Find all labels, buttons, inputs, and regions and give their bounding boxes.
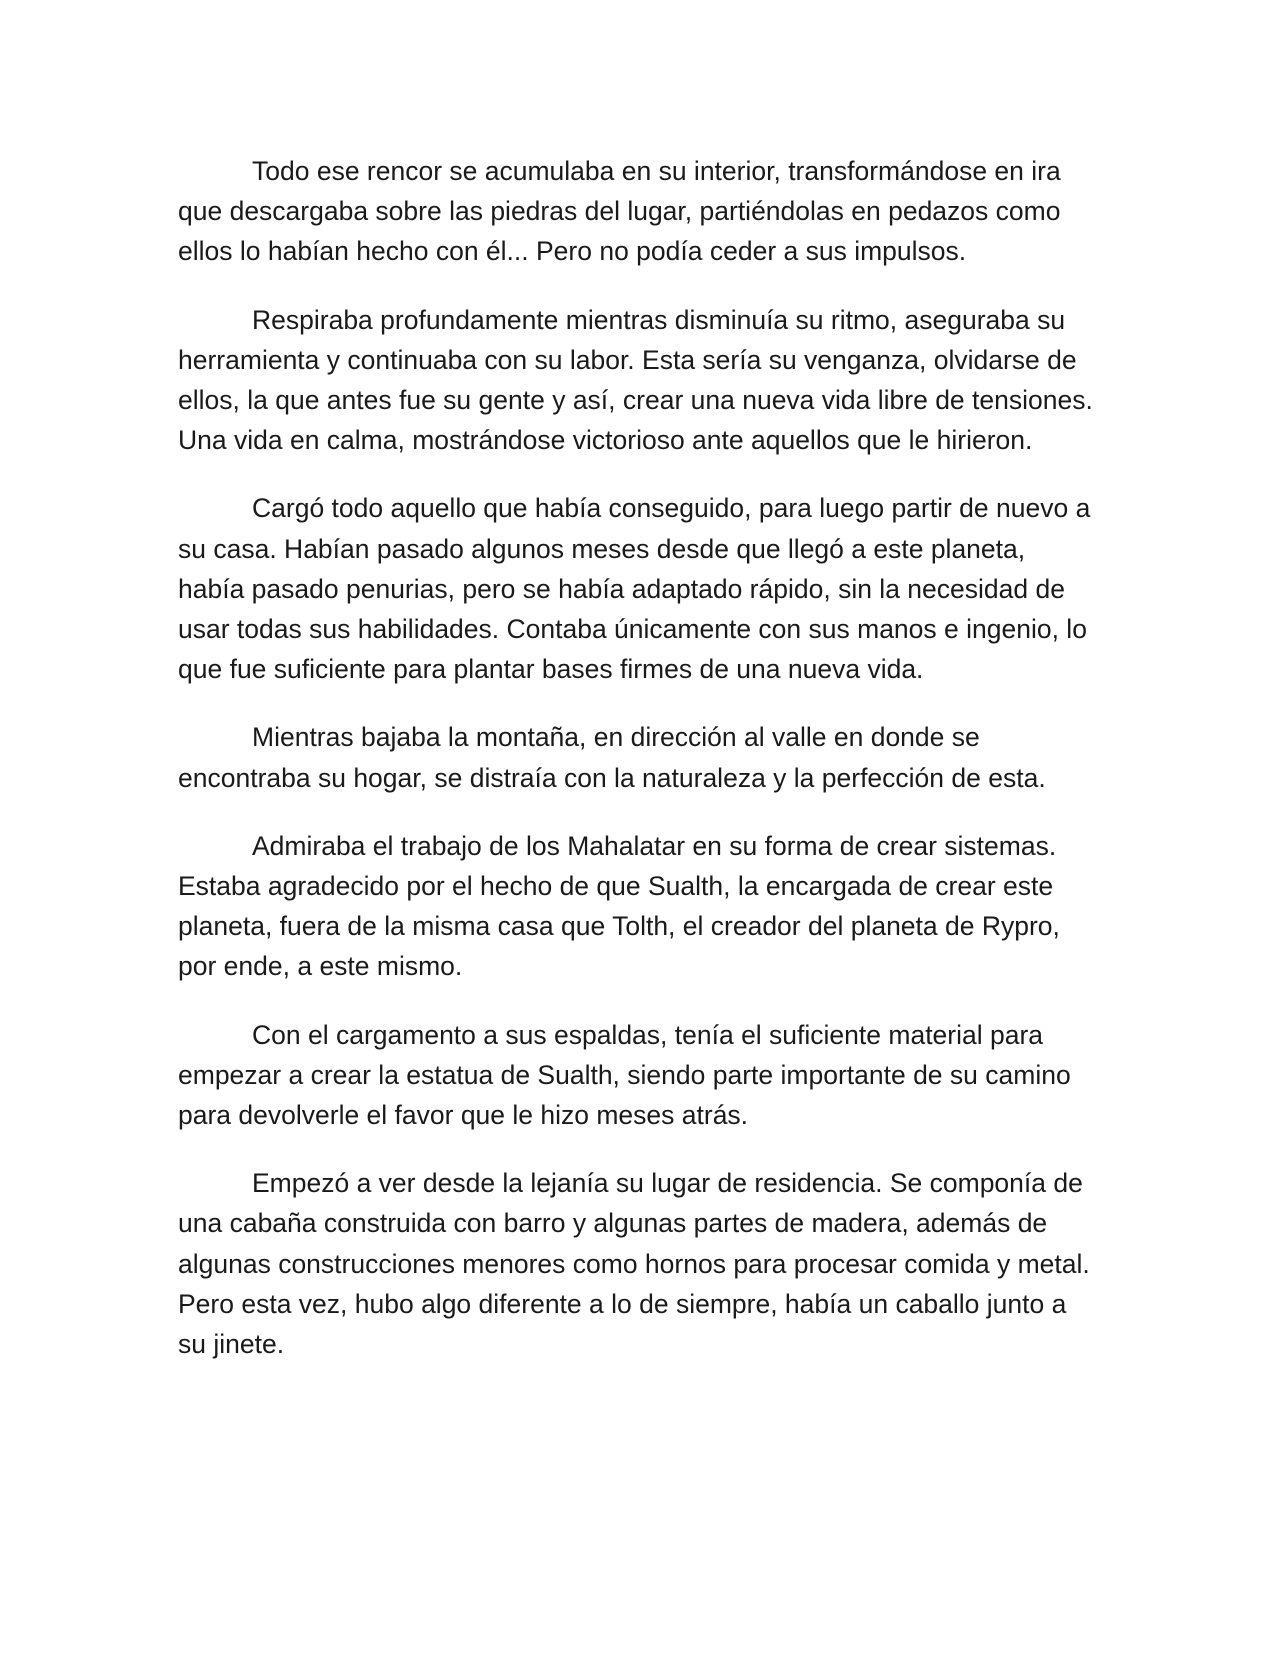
paragraph-7: Empezó a ver desde la lejanía su lugar de residencia. Se componía de una cabaña construida con barro y algunas partes de madera, además de algunas construcciones menores como hornos para procesar comida y metal. Pero esta vez, hubo algo diferente a lo de siempre, había un caballo junto a su jinete.	[178, 1168, 1090, 1360]
paragraph-6: Con el cargamento a sus espaldas, tenía el suficiente material para empezar a crear la estatua de Sualth, siendo parte importante de su camino para devolverle el favor que le hizo meses atrás.	[178, 1019, 1071, 1131]
document-body	[178, 151, 1098, 1392]
paragraph-2: Respiraba profundamente mientras disminuía su ritmo, aseguraba su herramienta y continuaba con su labor. Esta sería su venganza, olvidarse de ellos, la que antes fue su gente y así, crear una nueva vida libre de tensiones. Una vida en calma, mostrándose victorioso ante aquellos que le hirieron.	[178, 304, 1093, 456]
paragraph-1: Todo ese rencor se acumulaba en su interior, transformándose en ira que descargaba sobre las piedras del lugar, partiéndolas en pedazos como ellos lo habían hecho con él... Pero no podía ceder a sus impulsos.	[178, 156, 1061, 267]
paragraph-3: Cargó todo aquello que había conseguido, para luego partir de nuevo a su casa. Habían pasado algunos meses desde que llegó a este planeta, había pasado penurias, pero se había adaptado rápido, sin la necesidad de usar todas sus habilidades. Contaba únicamente con sus manos e ingenio, lo que fue suficiente para plantar bases firmes de una nueva vida.	[178, 493, 1091, 685]
paragraph-5: Admiraba el trabajo de los Mahalatar en su forma de crear sistemas. Estaba agradecido por el hecho de que Sualth, la encargada de crear este planeta, fuera de la misma casa que Tolth, el creador del planeta de Rypro, por ende, a este mismo.	[178, 830, 1060, 982]
paragraph-4: Mientras bajaba la montaña, en dirección al valle en donde se encontraba su hogar, se distraía con la naturaleza y la perfección de esta.	[178, 722, 1046, 793]
